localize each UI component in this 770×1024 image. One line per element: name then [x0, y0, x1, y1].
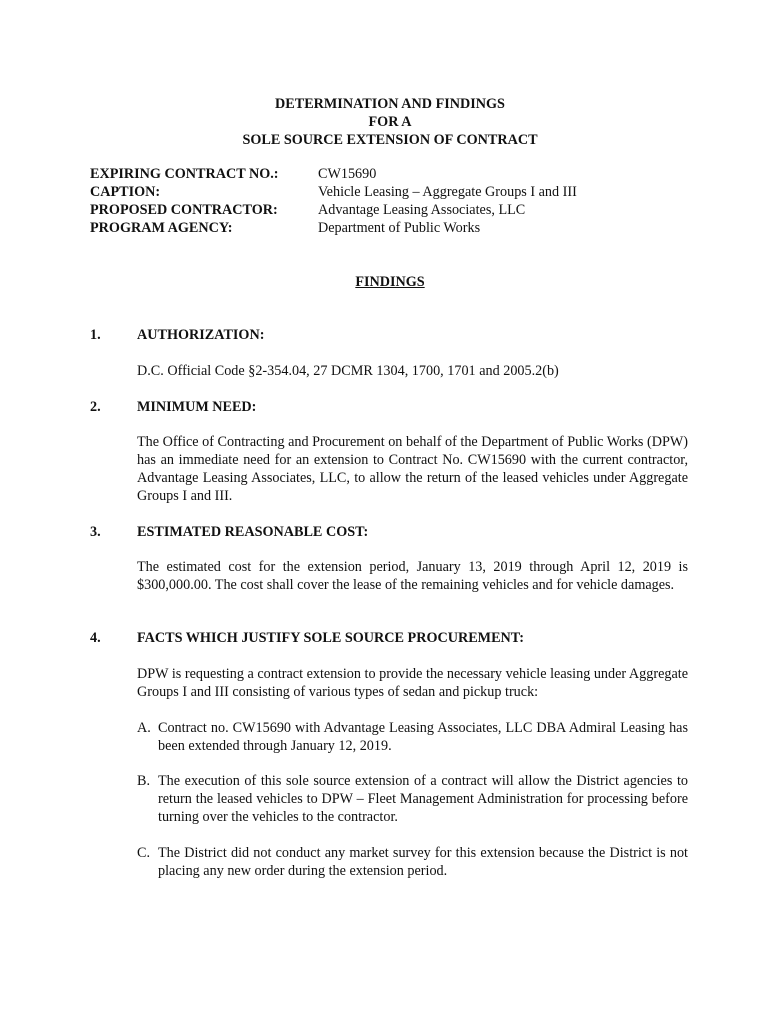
findings-heading: FINDINGS	[355, 274, 425, 290]
section-number: 1.	[90, 327, 101, 343]
meta-value: Department of Public Works	[318, 220, 481, 236]
section-heading-estimated-cost: ESTIMATED REASONABLE COST:	[137, 524, 369, 540]
title-line-1: DETERMINATION AND FINDINGS	[275, 96, 505, 112]
meta-value: Vehicle Leasing – Aggregate Groups I and III	[318, 184, 577, 200]
meta-value: CW15690	[318, 166, 377, 182]
title-line-3: SOLE SOURCE EXTENSION OF CONTRACT	[242, 132, 538, 148]
list-item	[137, 772, 688, 826]
meta-row-contractor	[90, 201, 577, 219]
section-number: 4.	[90, 630, 101, 646]
list-item	[137, 719, 688, 755]
section-heading-justification: FACTS WHICH JUSTIFY SOLE SOURCE PROCUREMENT:	[137, 630, 524, 646]
meta-label: PROGRAM AGENCY:	[90, 220, 233, 236]
meta-row-agency	[90, 219, 577, 237]
section-number: 2.	[90, 399, 101, 415]
section-body-justification: DPW is requesting a contract extension to provide the necessary vehicle leasing under Aggregate Groups I and III consisting of various types of sedan and pickup truck:	[137, 666, 688, 700]
title-line-2: FOR A	[368, 114, 412, 130]
list-item-letter: C.	[137, 845, 151, 861]
meta-row-caption	[90, 183, 577, 201]
document-title	[0, 95, 770, 149]
meta-label: CAPTION:	[90, 184, 161, 200]
meta-row-contract-no	[90, 165, 577, 183]
contract-metadata	[90, 165, 577, 237]
section-body-authorization: D.C. Official Code §2-354.04, 27 DCMR 1304, 1700, 1701 and 2005.2(b)	[137, 363, 559, 379]
list-item-text: Contract no. CW15690 with Advantage Leasing Associates, LLC DBA Admiral Leasing has been extended through January 12, 2019.	[158, 720, 688, 754]
section-number: 3.	[90, 524, 101, 540]
section-heading-minimum-need: MINIMUM NEED:	[137, 399, 257, 415]
list-item-letter: B.	[137, 773, 151, 789]
section-body-minimum-need: The Office of Contracting and Procurement on behalf of the Department of Public Works (DPW) has an immediate need for an extension to Contract No. CW15690 with the current contractor, Advantage Leasing Associates, LLC, to allow the return of the leased vehicles under Aggregate Groups I and III.	[137, 434, 688, 504]
section-heading-authorization: AUTHORIZATION:	[137, 327, 265, 343]
meta-label: PROPOSED CONTRACTOR:	[90, 202, 278, 218]
meta-value: Advantage Leasing Associates, LLC	[318, 202, 526, 218]
list-item	[137, 844, 688, 880]
meta-label: EXPIRING CONTRACT NO.:	[90, 166, 279, 182]
list-item-text: The execution of this sole source extension of a contract will allow the District agencies to return the leased vehicles to DPW – Fleet Management Administration for processing before turning over the vehicles to the contractor.	[158, 773, 688, 825]
list-item-letter: A.	[137, 720, 151, 736]
section-body-estimated-cost: The estimated cost for the extension period, January 13, 2019 through April 12, 2019 is $300,000.00. The cost shall cover the lease of the remaining vehicles and for vehicle damages.	[137, 559, 688, 593]
list-item-text: The District did not conduct any market survey for this extension because the District is not placing any new order during the extension period.	[158, 845, 688, 879]
